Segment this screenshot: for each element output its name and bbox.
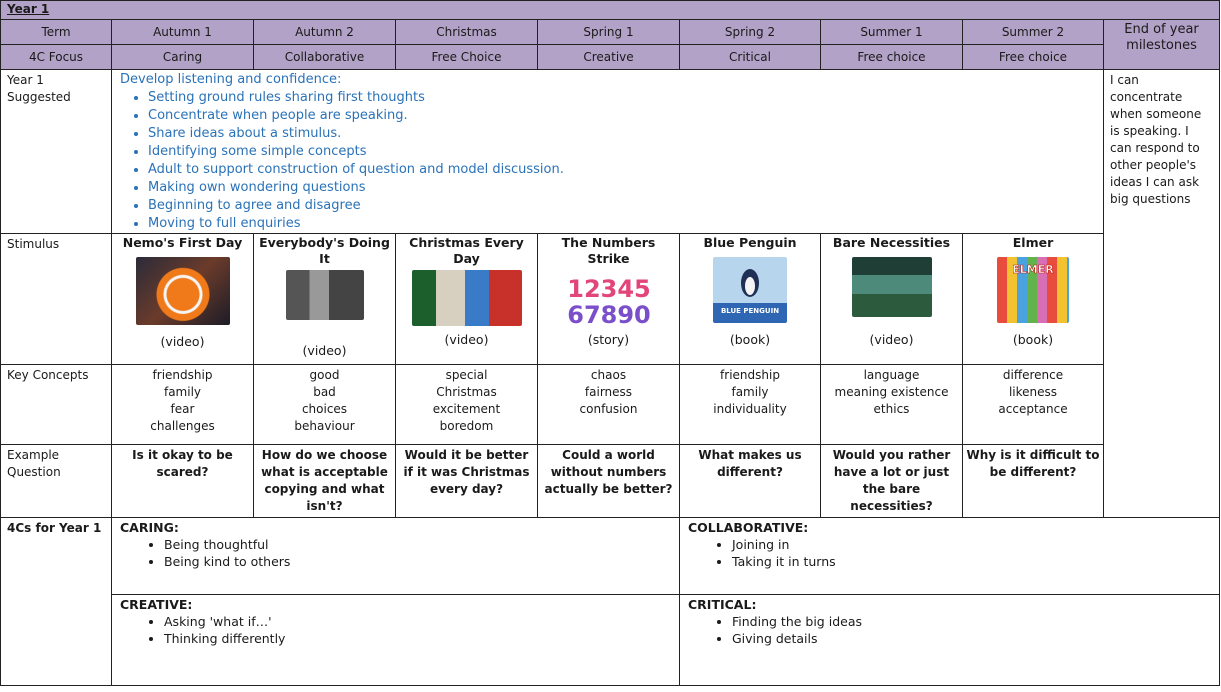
list-item: • Share ideas about a stimulus. [148, 125, 1097, 143]
concept: ethics [873, 402, 910, 416]
key-concepts-cell [680, 365, 821, 445]
critical-title: CRITICAL: [688, 597, 757, 612]
end-of-year-milestones: I can concentrate when someone is speaking. I can respond to other people's ideas I can ask big questions [1104, 70, 1220, 518]
term-spring-2: Spring 2 [680, 20, 821, 45]
concept: behaviour [294, 419, 355, 433]
example-question: Is it okay to be scared? [112, 445, 254, 518]
focus-autumn-2: Collaborative [254, 45, 396, 70]
stimulus-cell [963, 234, 1104, 365]
list-item: • Giving details [732, 630, 1211, 647]
example-question: What makes us different? [680, 445, 821, 518]
concept: choices [301, 402, 348, 416]
stimulus-title: Christmas Every Day [409, 235, 524, 266]
suggested-list [120, 89, 1097, 233]
stimulus-label: Stimulus [1, 234, 112, 365]
list-item: • Being thoughtful [164, 536, 671, 553]
stimulus-title: Nemo's First Day [122, 235, 243, 250]
term-summer-2: Summer 2 [963, 20, 1104, 45]
concept: Christmas [436, 385, 497, 399]
list-item: • Adult to support construction of question and model discussion. [148, 161, 1097, 179]
caring-block [112, 518, 680, 595]
numbers-bottom: 67890 [566, 301, 651, 329]
focus-christmas: Free Choice [396, 45, 538, 70]
example-question: Why is it difficult to be different? [963, 445, 1104, 518]
concept: fairness [584, 385, 633, 399]
list-item: • Identifying some simple concepts [148, 143, 1097, 161]
concept: individuality [713, 402, 787, 416]
focus-spring-2: Critical [680, 45, 821, 70]
focus-summer-1: Free choice [821, 45, 963, 70]
example-question: Would you rather have a lot or just the bare necessities? [821, 445, 963, 518]
list-item: • Thinking differently [164, 630, 671, 647]
creative-title: CREATIVE: [120, 597, 193, 612]
example-question: Would it be better if it was Christmas every day? [396, 445, 538, 518]
term-autumn-2: Autumn 2 [254, 20, 396, 45]
concept: meaning existence [834, 385, 949, 399]
year-title: Year 1 [1, 1, 1220, 20]
caring-list [120, 536, 671, 570]
end-of-year-label: End of year milestones [1104, 20, 1220, 70]
list-item: • Joining in [732, 536, 1211, 553]
key-concepts-cell [396, 365, 538, 445]
elmer-book-image [997, 257, 1069, 323]
stimulus-type: (video) [302, 343, 347, 358]
concept: boredom [439, 419, 494, 433]
nemo-image [136, 257, 230, 325]
term-christmas: Christmas [396, 20, 538, 45]
concept: excitement [432, 402, 501, 416]
concept: friendship [720, 368, 780, 382]
collaborative-title: COLLABORATIVE: [688, 520, 809, 535]
focus-summer-2: Free choice [963, 45, 1104, 70]
list-item: • Finding the big ideas [732, 613, 1211, 630]
focus-autumn-1: Caring [112, 45, 254, 70]
collaborative-block [680, 518, 1220, 595]
stimulus-cell [254, 234, 396, 365]
key-concepts-cell [254, 365, 396, 445]
example-question-label: Example Question [1, 445, 112, 518]
concept: confusion [579, 402, 638, 416]
list-item: • Setting ground rules sharing first thoughts [148, 89, 1097, 107]
concept: family [163, 385, 202, 399]
list-item: • Beginning to agree and disagree [148, 197, 1097, 215]
four-cs-label: 4Cs for Year 1 [1, 518, 112, 686]
suggested-intro: Develop listening and confidence: [120, 72, 342, 87]
term-summer-1: Summer 1 [821, 20, 963, 45]
suggested-label: Year 1 Suggested [1, 70, 112, 234]
stimulus-type: (story) [587, 332, 630, 347]
term-autumn-1: Autumn 1 [112, 20, 254, 45]
creative-list [120, 613, 671, 647]
stimulus-type: (video) [444, 332, 489, 347]
concept: family [731, 385, 769, 399]
blue-penguin-book-image [713, 257, 787, 323]
list-item: • Taking it in turns [732, 553, 1211, 570]
concept: special [445, 368, 488, 382]
stimulus-title: The Numbers Strike [561, 235, 656, 266]
penguin-cover-text: BLUE PENGUIN [720, 307, 780, 315]
concept: friendship [152, 368, 213, 382]
collaborative-list [688, 536, 1211, 570]
term-label: Term [1, 20, 112, 45]
list-item: • Concentrate when people are speaking. [148, 107, 1097, 125]
concept: fear [170, 402, 195, 416]
concept: difference [1002, 368, 1064, 382]
stimulus-title: Elmer [1012, 235, 1054, 250]
stimulus-title: Bare Necessities [832, 235, 951, 250]
key-concepts-cell [538, 365, 680, 445]
stimulus-type: (video) [869, 332, 914, 347]
caring-title: CARING: [120, 520, 179, 535]
stimulus-cell [112, 234, 254, 365]
christmas-video-image [412, 270, 522, 326]
stimulus-type: (video) [160, 334, 205, 349]
list-item: • Being kind to others [164, 553, 671, 570]
concept: chaos [590, 368, 627, 382]
focus-spring-1: Creative [538, 45, 680, 70]
jungle-book-video-image [852, 257, 932, 317]
stimulus-title: Everybody's Doing It [259, 235, 390, 266]
concept: acceptance [998, 402, 1068, 416]
numbers-top: 12345 [566, 275, 651, 303]
example-question: Could a world without numbers actually be better? [538, 445, 680, 518]
key-concepts-label: Key Concepts [1, 365, 112, 445]
stimulus-cell [821, 234, 963, 365]
stimulus-title: Blue Penguin [703, 235, 797, 250]
stimulus-cell [538, 234, 680, 365]
list-item: • Asking 'what if…' [164, 613, 671, 630]
focus-label: 4C Focus [1, 45, 112, 70]
concept: language [863, 368, 920, 382]
stimulus-cell [396, 234, 538, 365]
concept: challenges [150, 419, 215, 433]
example-question: How do we choose what is acceptable copying and what isn't? [254, 445, 396, 518]
term-spring-1: Spring 1 [538, 20, 680, 45]
numbers-image [561, 273, 657, 329]
stimulus-type: (book) [729, 332, 771, 347]
concept: good [309, 368, 340, 382]
critical-block [680, 595, 1220, 686]
critical-list [688, 613, 1211, 647]
concept: bad [313, 385, 336, 399]
key-concepts-cell [821, 365, 963, 445]
key-concepts-cell [112, 365, 254, 445]
elmer-cover-text: ELMER [1012, 263, 1054, 276]
concept: likeness [1008, 385, 1058, 399]
suggested-content [112, 70, 1104, 234]
stimulus-cell [680, 234, 821, 365]
list-item: • Making own wondering questions [148, 179, 1097, 197]
list-item: • Moving to full enquiries [148, 215, 1097, 233]
key-concepts-cell [963, 365, 1104, 445]
stimulus-type: (book) [1012, 332, 1054, 347]
creative-block [112, 595, 680, 686]
black-white-film-image [286, 270, 364, 320]
